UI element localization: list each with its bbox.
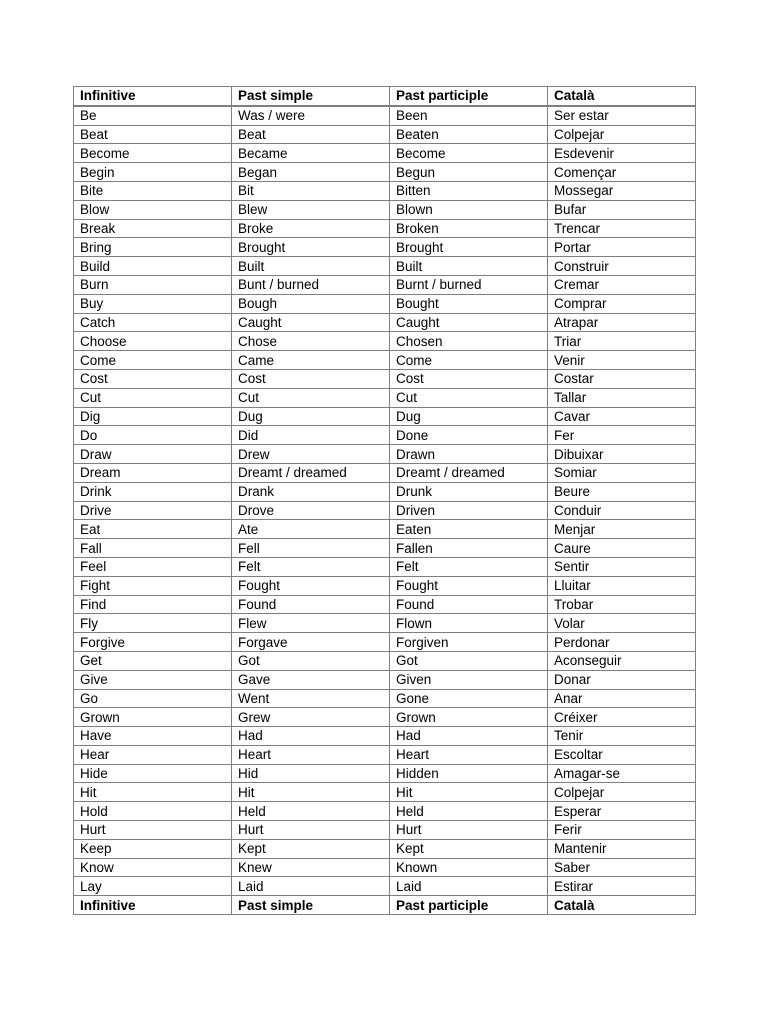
cell-past-participle: Hit <box>390 783 548 802</box>
cell-infinitive: Grown <box>74 708 232 727</box>
cell-infinitive: Cost <box>74 369 232 388</box>
table-row <box>74 144 696 163</box>
cell-past-simple: Had <box>232 727 390 746</box>
footer-catala: Català <box>548 896 696 915</box>
cell-infinitive: Fly <box>74 614 232 633</box>
cell-catala: Bufar <box>548 200 696 219</box>
column-header-past-participle: Past participle <box>390 87 548 106</box>
cell-past-participle: Flown <box>390 614 548 633</box>
cell-infinitive: Know <box>74 858 232 877</box>
cell-infinitive: Bring <box>74 238 232 257</box>
cell-past-simple: Forgave <box>232 633 390 652</box>
cell-catala: Caure <box>548 539 696 558</box>
footer-infinitive: Infinitive <box>74 896 232 915</box>
footer-row <box>74 896 696 915</box>
cell-past-simple: Became <box>232 144 390 163</box>
table-row <box>74 839 696 858</box>
cell-infinitive: Feel <box>74 557 232 576</box>
cell-infinitive: Do <box>74 426 232 445</box>
cell-catala: Dibuixar <box>548 445 696 464</box>
cell-infinitive: Break <box>74 219 232 238</box>
cell-infinitive: Bite <box>74 181 232 200</box>
cell-infinitive: Choose <box>74 332 232 351</box>
cell-infinitive: Dig <box>74 407 232 426</box>
cell-catala: Conduir <box>548 501 696 520</box>
footer-past-simple: Past simple <box>232 896 390 915</box>
cell-past-simple: Went <box>232 689 390 708</box>
cell-past-participle: Kept <box>390 839 548 858</box>
cell-past-participle: Bought <box>390 294 548 313</box>
cell-past-simple: Ate <box>232 520 390 539</box>
cell-past-simple: Bunt / burned <box>232 275 390 294</box>
cell-catala: Ser estar <box>548 106 696 125</box>
cell-past-participle: Laid <box>390 877 548 896</box>
cell-infinitive: Lay <box>74 877 232 896</box>
irregular-verbs-table <box>73 86 696 915</box>
cell-past-participle: Felt <box>390 557 548 576</box>
cell-past-simple: Cut <box>232 388 390 407</box>
cell-infinitive: Catch <box>74 313 232 332</box>
cell-catala: Tenir <box>548 727 696 746</box>
cell-infinitive: Become <box>74 144 232 163</box>
cell-catala: Escoltar <box>548 745 696 764</box>
cell-past-simple: Built <box>232 257 390 276</box>
cell-past-simple: Heart <box>232 745 390 764</box>
cell-past-simple: Broke <box>232 219 390 238</box>
cell-past-participle: Become <box>390 144 548 163</box>
cell-past-participle: Brought <box>390 238 548 257</box>
cell-catala: Beure <box>548 482 696 501</box>
table-row <box>74 388 696 407</box>
cell-past-simple: Drove <box>232 501 390 520</box>
cell-catala: Saber <box>548 858 696 877</box>
cell-infinitive: Burn <box>74 275 232 294</box>
table-row <box>74 595 696 614</box>
cell-catala: Ferir <box>548 821 696 840</box>
cell-past-participle: Eaten <box>390 520 548 539</box>
cell-past-participle: Had <box>390 727 548 746</box>
cell-catala: Trencar <box>548 219 696 238</box>
table-row <box>74 633 696 652</box>
cell-infinitive: Hit <box>74 783 232 802</box>
table-footer <box>74 896 696 915</box>
table-row <box>74 651 696 670</box>
cell-past-simple: Drew <box>232 445 390 464</box>
table-row <box>74 727 696 746</box>
cell-infinitive: Fight <box>74 576 232 595</box>
cell-past-participle: Dug <box>390 407 548 426</box>
table-row <box>74 125 696 144</box>
cell-past-simple: Held <box>232 802 390 821</box>
cell-past-simple: Was / were <box>232 106 390 125</box>
cell-catala: Lluitar <box>548 576 696 595</box>
cell-infinitive: Find <box>74 595 232 614</box>
cell-infinitive: Dream <box>74 463 232 482</box>
cell-past-participle: Found <box>390 595 548 614</box>
cell-infinitive: Go <box>74 689 232 708</box>
cell-infinitive: Cut <box>74 388 232 407</box>
cell-past-simple: Did <box>232 426 390 445</box>
cell-past-simple: Chose <box>232 332 390 351</box>
table-row <box>74 670 696 689</box>
table-row <box>74 369 696 388</box>
cell-catala: Colpejar <box>548 783 696 802</box>
cell-catala: Créixer <box>548 708 696 727</box>
cell-past-participle: Built <box>390 257 548 276</box>
cell-infinitive: Begin <box>74 163 232 182</box>
cell-infinitive: Hide <box>74 764 232 783</box>
cell-past-participle: Blown <box>390 200 548 219</box>
cell-catala: Portar <box>548 238 696 257</box>
table-row <box>74 257 696 276</box>
cell-past-participle: Hidden <box>390 764 548 783</box>
cell-past-simple: Caught <box>232 313 390 332</box>
cell-past-simple: Hid <box>232 764 390 783</box>
cell-catala: Costar <box>548 369 696 388</box>
cell-past-participle: Cut <box>390 388 548 407</box>
cell-catala: Volar <box>548 614 696 633</box>
cell-infinitive: Drink <box>74 482 232 501</box>
cell-catala: Mantenir <box>548 839 696 858</box>
table-row <box>74 163 696 182</box>
cell-infinitive: Hurt <box>74 821 232 840</box>
cell-catala: Venir <box>548 351 696 370</box>
column-header-catala: Català <box>548 87 696 106</box>
cell-past-participle: Gone <box>390 689 548 708</box>
table-row <box>74 219 696 238</box>
cell-past-simple: Grew <box>232 708 390 727</box>
cell-infinitive: Keep <box>74 839 232 858</box>
cell-catala: Estirar <box>548 877 696 896</box>
cell-past-simple: Found <box>232 595 390 614</box>
cell-past-participle: Fallen <box>390 539 548 558</box>
table-row <box>74 426 696 445</box>
cell-infinitive: Draw <box>74 445 232 464</box>
column-header-infinitive: Infinitive <box>74 87 232 106</box>
table-row <box>74 294 696 313</box>
table-row <box>74 351 696 370</box>
cell-catala: Esperar <box>548 802 696 821</box>
cell-past-participle: Held <box>390 802 548 821</box>
table-body <box>74 106 696 896</box>
cell-past-participle: Forgiven <box>390 633 548 652</box>
cell-past-participle: Done <box>390 426 548 445</box>
cell-past-participle: Broken <box>390 219 548 238</box>
cell-past-simple: Flew <box>232 614 390 633</box>
table-row <box>74 539 696 558</box>
table-row <box>74 332 696 351</box>
cell-past-simple: Fought <box>232 576 390 595</box>
cell-catala: Anar <box>548 689 696 708</box>
header-row <box>74 87 696 106</box>
table-row <box>74 482 696 501</box>
cell-past-simple: Gave <box>232 670 390 689</box>
table-row <box>74 802 696 821</box>
table-row <box>74 463 696 482</box>
cell-catala: Menjar <box>548 520 696 539</box>
cell-catala: Cavar <box>548 407 696 426</box>
table-row <box>74 877 696 896</box>
cell-past-participle: Drunk <box>390 482 548 501</box>
cell-catala: Amagar-se <box>548 764 696 783</box>
cell-past-participle: Beaten <box>390 125 548 144</box>
cell-past-simple: Felt <box>232 557 390 576</box>
cell-past-simple: Drank <box>232 482 390 501</box>
cell-catala: Fer <box>548 426 696 445</box>
cell-catala: Comprar <box>548 294 696 313</box>
cell-past-participle: Bitten <box>390 181 548 200</box>
table-row <box>74 821 696 840</box>
table-row <box>74 689 696 708</box>
table-row <box>74 238 696 257</box>
cell-past-simple: Brought <box>232 238 390 257</box>
cell-infinitive: Fall <box>74 539 232 558</box>
cell-past-simple: Kept <box>232 839 390 858</box>
cell-infinitive: Build <box>74 257 232 276</box>
cell-catala: Sentir <box>548 557 696 576</box>
table-row <box>74 313 696 332</box>
cell-past-participle: Known <box>390 858 548 877</box>
cell-past-participle: Drawn <box>390 445 548 464</box>
cell-infinitive: Give <box>74 670 232 689</box>
cell-past-participle: Begun <box>390 163 548 182</box>
cell-catala: Construir <box>548 257 696 276</box>
cell-past-participle: Caught <box>390 313 548 332</box>
cell-past-simple: Dug <box>232 407 390 426</box>
table-row <box>74 576 696 595</box>
cell-past-simple: Dreamt / dreamed <box>232 463 390 482</box>
cell-infinitive: Get <box>74 651 232 670</box>
cell-infinitive: Hear <box>74 745 232 764</box>
cell-infinitive: Have <box>74 727 232 746</box>
cell-catala: Cremar <box>548 275 696 294</box>
cell-past-participle: Come <box>390 351 548 370</box>
cell-catala: Començar <box>548 163 696 182</box>
table-row <box>74 275 696 294</box>
table-row <box>74 764 696 783</box>
table-row <box>74 783 696 802</box>
cell-infinitive: Be <box>74 106 232 125</box>
table-row <box>74 106 696 125</box>
cell-past-participle: Cost <box>390 369 548 388</box>
cell-infinitive: Forgive <box>74 633 232 652</box>
cell-past-participle: Grown <box>390 708 548 727</box>
table-row <box>74 745 696 764</box>
table-row <box>74 858 696 877</box>
cell-infinitive: Eat <box>74 520 232 539</box>
table-row <box>74 614 696 633</box>
cell-infinitive: Hold <box>74 802 232 821</box>
cell-catala: Trobar <box>548 595 696 614</box>
cell-past-simple: Cost <box>232 369 390 388</box>
cell-catala: Mossegar <box>548 181 696 200</box>
cell-past-simple: Came <box>232 351 390 370</box>
cell-catala: Perdonar <box>548 633 696 652</box>
cell-catala: Donar <box>548 670 696 689</box>
table-row <box>74 407 696 426</box>
table-header <box>74 87 696 106</box>
cell-past-simple: Laid <box>232 877 390 896</box>
cell-past-simple: Knew <box>232 858 390 877</box>
table-row <box>74 445 696 464</box>
cell-past-participle: Chosen <box>390 332 548 351</box>
cell-past-participle: Been <box>390 106 548 125</box>
column-header-past-simple: Past simple <box>232 87 390 106</box>
cell-catala: Aconseguir <box>548 651 696 670</box>
cell-catala: Tallar <box>548 388 696 407</box>
cell-past-participle: Given <box>390 670 548 689</box>
footer-past-participle: Past participle <box>390 896 548 915</box>
cell-past-simple: Blew <box>232 200 390 219</box>
cell-past-simple: Got <box>232 651 390 670</box>
cell-catala: Colpejar <box>548 125 696 144</box>
cell-past-participle: Driven <box>390 501 548 520</box>
cell-past-simple: Beat <box>232 125 390 144</box>
table-row <box>74 520 696 539</box>
cell-past-participle: Got <box>390 651 548 670</box>
cell-past-participle: Dreamt / dreamed <box>390 463 548 482</box>
cell-infinitive: Beat <box>74 125 232 144</box>
cell-catala: Triar <box>548 332 696 351</box>
cell-infinitive: Blow <box>74 200 232 219</box>
cell-infinitive: Buy <box>74 294 232 313</box>
cell-past-simple: Began <box>232 163 390 182</box>
cell-past-simple: Bough <box>232 294 390 313</box>
table-row <box>74 181 696 200</box>
table-row <box>74 557 696 576</box>
table-row <box>74 200 696 219</box>
table-row <box>74 708 696 727</box>
cell-past-simple: Hit <box>232 783 390 802</box>
cell-past-participle: Fought <box>390 576 548 595</box>
cell-past-simple: Bit <box>232 181 390 200</box>
cell-catala: Somiar <box>548 463 696 482</box>
cell-catala: Esdevenir <box>548 144 696 163</box>
cell-past-participle: Burnt / burned <box>390 275 548 294</box>
cell-past-simple: Hurt <box>232 821 390 840</box>
cell-past-simple: Fell <box>232 539 390 558</box>
cell-past-participle: Hurt <box>390 821 548 840</box>
cell-infinitive: Drive <box>74 501 232 520</box>
cell-past-participle: Heart <box>390 745 548 764</box>
table-row <box>74 501 696 520</box>
cell-catala: Atrapar <box>548 313 696 332</box>
cell-infinitive: Come <box>74 351 232 370</box>
